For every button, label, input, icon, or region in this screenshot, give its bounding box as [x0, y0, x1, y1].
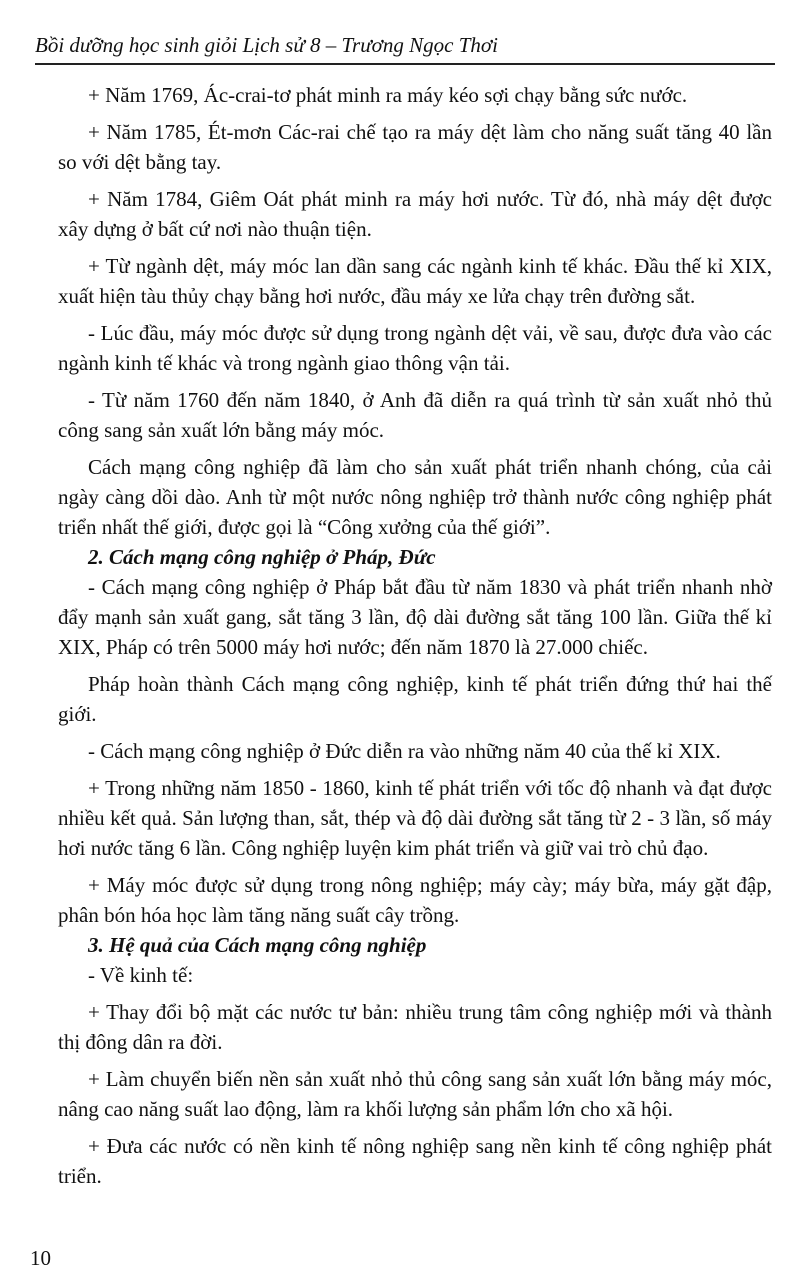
- paragraph: - Lúc đầu, máy móc được sử dụng trong ngành dệt vải, về sau, được đưa vào các ngành kinh tế khác và trong ngành giao thông vận tải.: [58, 321, 772, 375]
- running-header: Bồi dưỡng học sinh giỏi Lịch sử 8 – Trương Ngọc Thơi: [35, 33, 498, 57]
- page-body: [58, 80, 772, 1191]
- paragraph: Pháp hoàn thành Cách mạng công nghiệp, kinh tế phát triển đứng thứ hai thế giới.: [58, 672, 772, 726]
- paragraph: Cách mạng công nghiệp đã làm cho sản xuất phát triển nhanh chóng, của cải ngày càng dồi dào. Anh từ một nước nông nghiệp trở thành nước công nghiệp phát triển nhất thế giới, được gọi là “Công xưởng của thế giới”.: [58, 455, 772, 539]
- page-number: 10: [30, 1246, 51, 1270]
- section-heading: 2. Cách mạng công nghiệp ở Pháp, Đức: [88, 545, 436, 569]
- paragraph: - Cách mạng công nghiệp ở Đức diễn ra vào những năm 40 của thế kỉ XIX.: [88, 739, 721, 763]
- paragraph: + Từ ngành dệt, máy móc lan dần sang các ngành kinh tế khác. Đầu thế kỉ XIX, xuất hiện tàu thủy chạy bằng hơi nước, đầu máy xe lửa chạy trên đường sắt.: [58, 254, 772, 308]
- paragraph: + Máy móc được sử dụng trong nông nghiệp; máy cày; máy bừa, máy gặt đập, phân bón hóa học làm tăng năng suất cây trồng.: [58, 873, 772, 927]
- paragraph: - Cách mạng công nghiệp ở Pháp bắt đầu từ năm 1830 và phát triển nhanh nhờ đẩy mạnh sản xuất gang, sắt tăng 3 lần, độ dài đường sắt tăng 100 lần. Giữa thế kỉ XIX, Pháp có trên 5000 máy hơi nước; đến năm 1870 là 27.000 chiếc.: [58, 575, 772, 659]
- paragraph: + Thay đổi bộ mặt các nước tư bản: nhiều trung tâm công nghiệp mới và thành thị đông dân ra đời.: [58, 1000, 772, 1054]
- paragraph: + Trong những năm 1850 - 1860, kinh tế phát triển với tốc độ nhanh và đạt được nhiều kết quả. Sản lượng than, sắt, thép và độ dài đường sắt tăng từ 2 - 3 lần, số máy hơi nước tăng 6 lần. Công nghiệp luyện kim phát triển và giữ vai trò chủ đạo.: [58, 776, 772, 860]
- paragraph: + Đưa các nước có nền kinh tế nông nghiệp sang nền kinh tế công nghiệp phát triển.: [58, 1134, 772, 1188]
- paragraph: + Năm 1769, Ác-crai-tơ phát minh ra máy kéo sợi chạy bằng sức nước.: [88, 83, 688, 107]
- paragraph: + Làm chuyển biến nền sản xuất nhỏ thủ công sang sản xuất lớn bằng máy móc, nâng cao năng suất lao động, làm ra khối lượng sản phẩm lớn cho xã hội.: [58, 1067, 772, 1121]
- paragraph: - Từ năm 1760 đến năm 1840, ở Anh đã diễn ra quá trình từ sản xuất nhỏ thủ công sang sản xuất lớn bằng máy móc.: [58, 388, 772, 442]
- header-divider: [35, 63, 775, 65]
- paragraph: + Năm 1785, Ét-mơn Các-rai chế tạo ra máy dệt làm cho năng suất tăng 40 lần so với dệt bằng tay.: [58, 120, 772, 174]
- paragraph: - Về kinh tế:: [88, 963, 194, 987]
- section-heading: 3. Hệ quả của Cách mạng công nghiệp: [88, 933, 427, 957]
- paragraph: + Năm 1784, Giêm Oát phát minh ra máy hơi nước. Từ đó, nhà máy dệt được xây dựng ở bất cứ nơi nào thuận tiện.: [58, 187, 772, 241]
